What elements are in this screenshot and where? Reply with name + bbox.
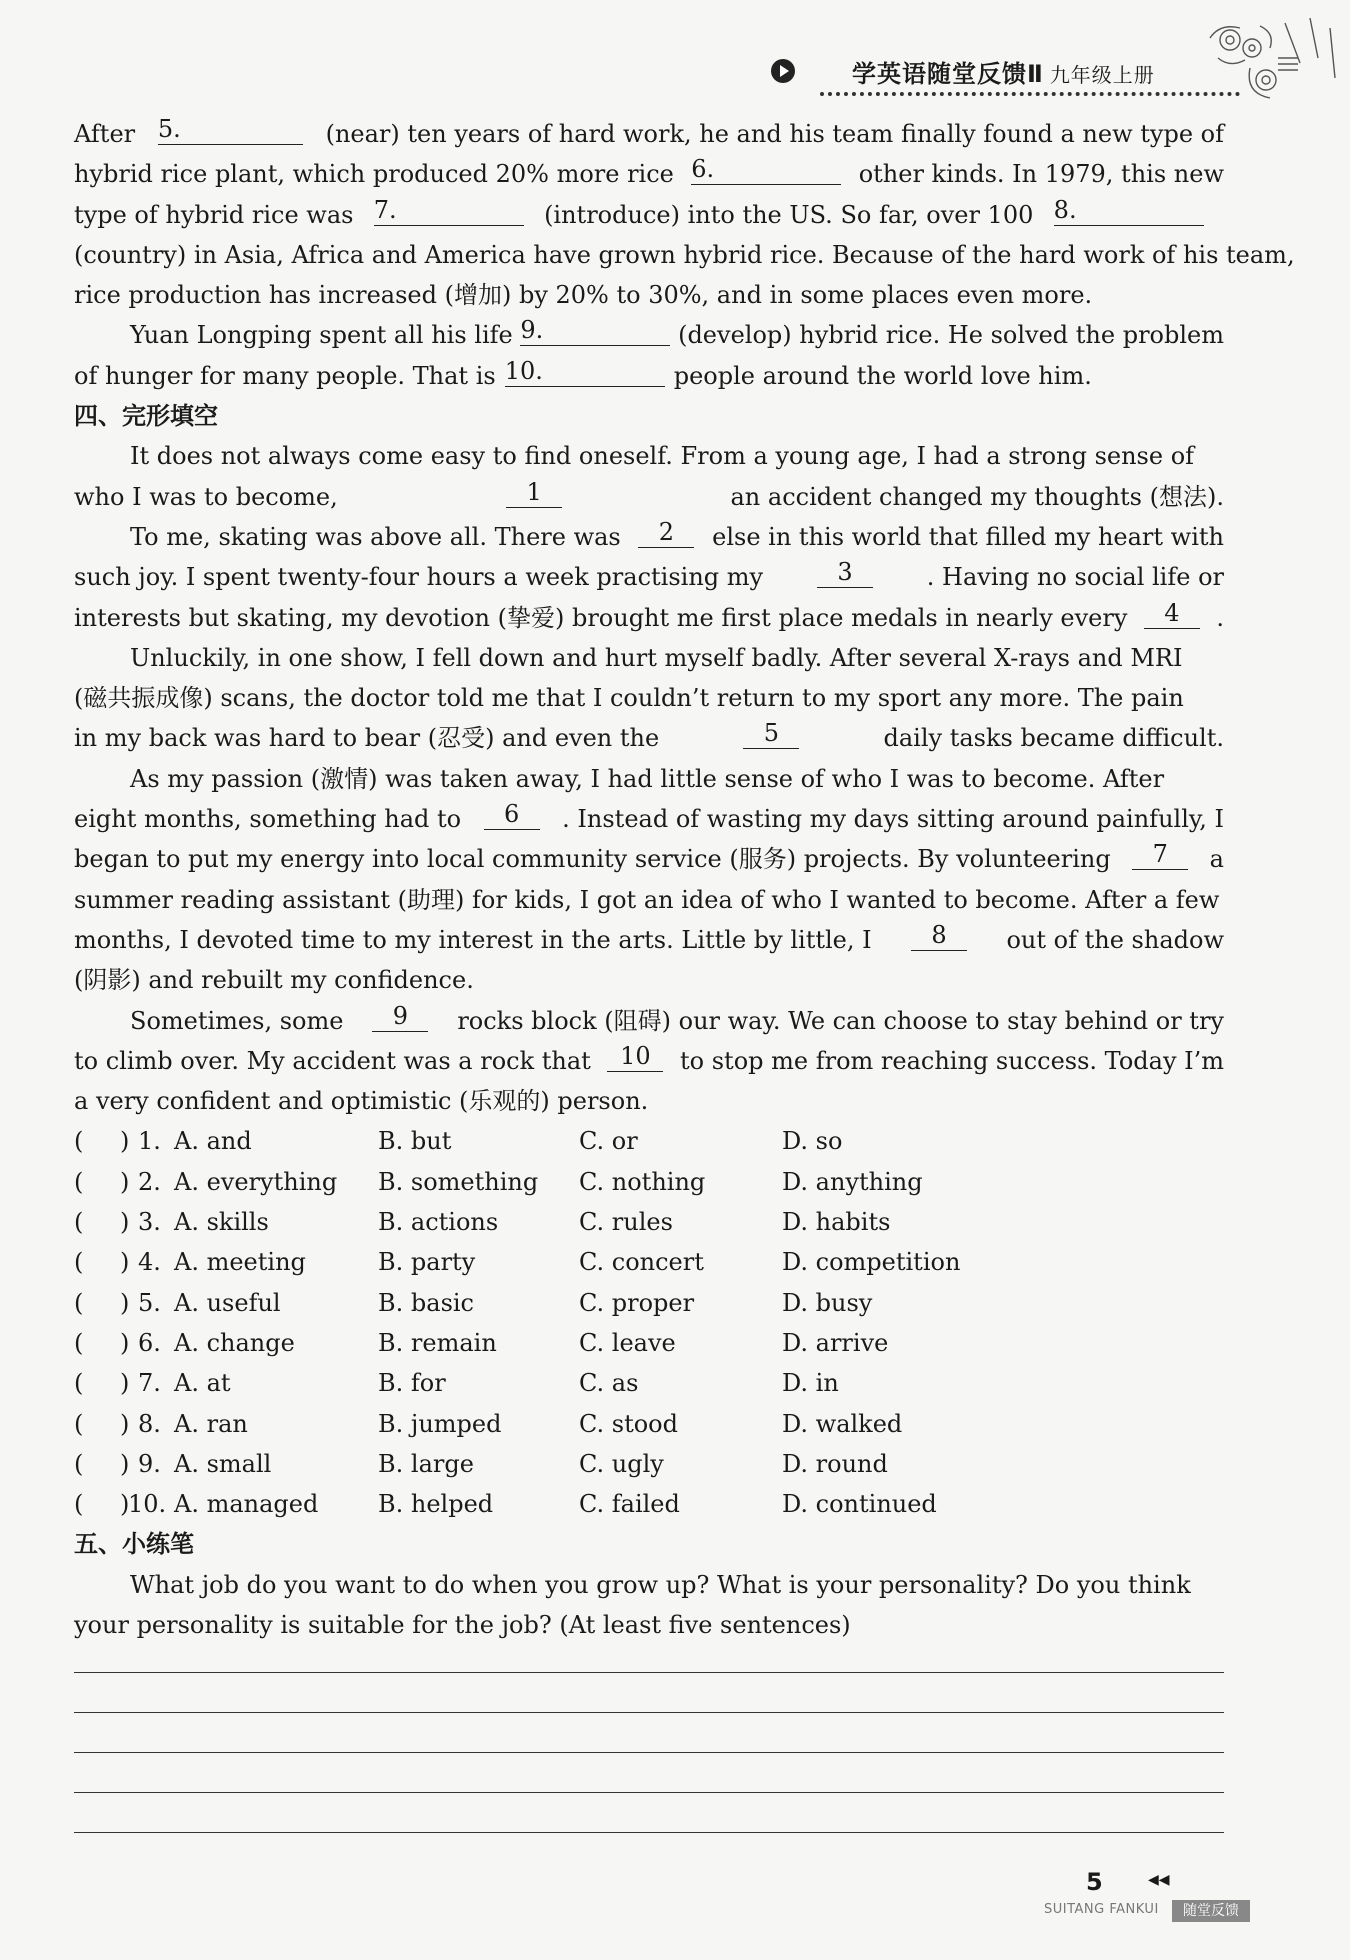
answer-blank[interactable]: 5 — [743, 718, 799, 749]
text-segment: your personality is suitable for the job? (At least five sentences) — [74, 1610, 851, 1639]
text-segment: to climb over. My accident was a rock that — [74, 1046, 591, 1075]
text-segment: (develop) hybrid rice. He solved the problem — [678, 321, 1224, 350]
option-a[interactable]: A. everything — [174, 1167, 338, 1196]
passage-line — [74, 356, 1224, 396]
question-row — [74, 1162, 1224, 1202]
option-b[interactable]: B. remain — [378, 1328, 497, 1357]
text-segment: began to put my energy into local community service (服务) projects. By volunteering — [74, 845, 1111, 874]
answer-blank[interactable]: 9. — [520, 315, 670, 346]
series-name-cn: 随堂反馈 — [1172, 1900, 1250, 1922]
answer-blank[interactable]: 6 — [484, 799, 540, 830]
answer-bracket: ) — [120, 1167, 130, 1196]
text-segment: people around the world love him. — [673, 361, 1092, 390]
page-content — [74, 114, 1295, 1645]
cloze-line — [74, 839, 1224, 879]
answer-blank[interactable]: 3 — [817, 557, 873, 588]
answer-bracket: ) — [120, 1490, 130, 1519]
answer-blank[interactable]: 10 — [607, 1041, 663, 1072]
answer-bracket[interactable]: ( — [74, 1127, 84, 1156]
option-a[interactable]: A. skills — [174, 1208, 269, 1237]
option-b[interactable]: B. for — [378, 1369, 446, 1398]
answer-blank[interactable]: 6. — [691, 154, 841, 185]
cloze-line — [74, 799, 1224, 839]
answer-blank[interactable]: 5. — [158, 114, 303, 145]
answer-bracket[interactable]: ( — [74, 1288, 84, 1317]
writing-prompt-line — [74, 1605, 1224, 1645]
option-d[interactable]: D. habits — [782, 1208, 891, 1237]
answer-bracket: ) — [120, 1369, 130, 1398]
answer-bracket[interactable]: ( — [74, 1490, 84, 1519]
cloze-line — [74, 678, 1224, 718]
option-b[interactable]: B. but — [378, 1127, 452, 1156]
option-c[interactable]: C. as — [579, 1369, 639, 1398]
text-segment: such joy. I spent twenty-four hours a week practising my — [74, 563, 764, 592]
question-number: 8. — [138, 1409, 161, 1438]
writing-area[interactable] — [74, 1672, 1224, 1872]
option-c[interactable]: C. leave — [579, 1328, 676, 1357]
text-segment: other kinds. In 1979, this new — [858, 160, 1224, 189]
text-segment: summer reading assistant (助理) for kids, I got an idea of who I wanted to become. After a few — [74, 885, 1220, 914]
option-c[interactable]: C. or — [579, 1127, 638, 1156]
text-segment: daily tasks became difficult. — [883, 724, 1224, 753]
text-segment: else in this world that filled my heart with — [712, 522, 1224, 551]
option-b[interactable]: B. actions — [378, 1208, 499, 1237]
option-d[interactable]: D. round — [782, 1449, 888, 1478]
writing-line[interactable] — [74, 1792, 1224, 1793]
cloze-line — [74, 477, 1224, 517]
cloze-line — [74, 718, 1224, 758]
text-segment: to stop me from reaching success. Today I’m — [680, 1046, 1224, 1075]
footer-arrows-icon: ◀◀ — [1148, 1872, 1170, 1888]
option-a[interactable]: A. and — [174, 1127, 252, 1156]
option-b[interactable]: B. something — [378, 1167, 539, 1196]
answer-blank[interactable]: 8. — [1054, 195, 1204, 226]
text-segment: in my back was hard to bear (忍受) and even the — [74, 724, 660, 753]
option-d[interactable]: D. walked — [782, 1409, 903, 1438]
answer-blank[interactable]: 7. — [374, 195, 524, 226]
text-segment: (country) in Asia, Africa and America have grown hybrid rice. Because of the hard work of his team, — [74, 240, 1295, 269]
answer-blank[interactable]: 7 — [1132, 839, 1188, 870]
writing-line[interactable] — [74, 1752, 1224, 1753]
text-segment: . — [1216, 603, 1224, 632]
option-b[interactable]: B. jumped — [378, 1409, 502, 1438]
passage-line — [74, 315, 1224, 355]
answer-blank[interactable]: 2 — [638, 517, 694, 548]
text-segment: a very confident and optimistic (乐观的) person. — [74, 1087, 649, 1116]
text-segment: months, I devoted time to my interest in the arts. Little by little, I — [74, 925, 872, 954]
question-row — [74, 1363, 1224, 1403]
option-d[interactable]: D. so — [782, 1127, 843, 1156]
answer-bracket[interactable]: ( — [74, 1248, 84, 1277]
option-a[interactable]: A. useful — [174, 1288, 281, 1317]
question-row — [74, 1202, 1224, 1242]
answer-bracket: ) — [120, 1449, 130, 1478]
section-heading-cloze: 四、完形填空 — [74, 402, 218, 431]
cloze-line — [74, 557, 1224, 597]
text-segment: (阴影) and rebuilt my confidence. — [74, 966, 474, 995]
answer-blank[interactable]: 8 — [911, 920, 967, 951]
text-segment: (near) ten years of hard work, he and his team finally found a new type of — [325, 120, 1224, 148]
text-segment: a — [1209, 845, 1224, 874]
option-b[interactable]: B. party — [378, 1248, 476, 1277]
answer-bracket[interactable]: ( — [74, 1208, 84, 1237]
text-segment: Yuan Longping spent all his life — [130, 321, 513, 350]
passage-line — [74, 195, 1224, 235]
option-c[interactable]: C. proper — [579, 1288, 695, 1317]
cloze-line — [74, 1081, 1224, 1121]
answer-blank[interactable]: 9 — [372, 1001, 428, 1032]
answer-bracket[interactable]: ( — [74, 1409, 84, 1438]
answer-bracket[interactable]: ( — [74, 1449, 84, 1478]
answer-bracket: ) — [120, 1127, 130, 1156]
answer-bracket: ) — [120, 1208, 130, 1237]
option-a[interactable]: A. ran — [174, 1409, 248, 1438]
answer-blank[interactable]: 10. — [505, 356, 665, 387]
book-grade: 九年级上册 — [1049, 63, 1155, 87]
question-number: 6. — [138, 1328, 161, 1357]
text-segment: It does not always come easy to find oneself. From a young age, I had a strong sense of — [130, 442, 1195, 471]
option-d[interactable]: D. in — [782, 1369, 839, 1398]
option-c[interactable]: C. stood — [579, 1409, 678, 1438]
text-segment: hybrid rice plant, which produced 20% more rice — [74, 160, 674, 189]
text-segment: eight months, something had to — [74, 805, 462, 834]
answer-bracket: ) — [120, 1248, 130, 1277]
question-row — [74, 1283, 1224, 1323]
section-heading-writing: 五、小练笔 — [74, 1530, 194, 1559]
text-segment: who I was to become, — [74, 482, 338, 511]
series-footer — [1044, 1900, 1250, 1922]
option-a[interactable]: A. meeting — [174, 1248, 306, 1277]
passage-line — [74, 235, 1295, 275]
passage-line — [74, 114, 1224, 154]
option-a[interactable]: A. change — [174, 1328, 295, 1357]
option-a[interactable]: A. small — [174, 1449, 272, 1478]
passage-line — [74, 154, 1224, 194]
option-b[interactable]: B. helped — [378, 1490, 494, 1519]
answer-bracket: ) — [120, 1328, 130, 1357]
option-d[interactable]: D. arrive — [782, 1328, 889, 1357]
question-row — [74, 1484, 1224, 1524]
question-row — [74, 1323, 1224, 1363]
cloze-line — [74, 1001, 1224, 1041]
question-number: 7. — [138, 1369, 161, 1398]
writing-line[interactable] — [74, 1672, 1224, 1673]
option-c[interactable]: C. ugly — [579, 1449, 664, 1478]
text-segment: What job do you want to do when you grow up? What is your personality? Do you think — [130, 1570, 1191, 1599]
writing-prompt-line — [74, 1565, 1224, 1605]
question-number: 9. — [138, 1449, 161, 1478]
question-row — [74, 1444, 1224, 1484]
book-title-text: 学英语随堂反馈Ⅱ — [852, 60, 1044, 88]
text-segment: rocks block (阻碍) our way. We can choose to stay behind or try — [457, 1006, 1224, 1035]
option-a[interactable]: A. at — [174, 1369, 231, 1398]
writing-line[interactable] — [74, 1712, 1224, 1713]
answer-blank[interactable]: 1 — [506, 477, 562, 508]
option-b[interactable]: B. basic — [378, 1288, 474, 1317]
passage-line — [74, 275, 1224, 315]
series-name-en: SUITANG FANKUI — [1044, 1902, 1159, 1917]
text-segment: (introduce) into the US. So far, over 100 — [544, 200, 1034, 229]
answer-blank[interactable]: 4 — [1144, 598, 1200, 629]
cloze-line — [74, 1041, 1224, 1081]
text-segment: type of hybrid rice was — [74, 200, 354, 229]
text-segment: As my passion (激情) was taken away, I had little sense of who I was to become. After — [130, 764, 1165, 793]
option-d[interactable]: D. competition — [782, 1248, 961, 1277]
text-segment: Unluckily, in one show, I fell down and hurt myself badly. After several X-rays and MRI — [130, 643, 1183, 672]
cloze-line — [74, 759, 1224, 799]
play-circle-icon — [770, 58, 796, 84]
option-c[interactable]: C. nothing — [579, 1167, 706, 1196]
question-number: 3. — [138, 1208, 161, 1237]
question-row — [74, 1121, 1224, 1161]
question-row — [74, 1404, 1224, 1444]
flower-sketch-icon — [1190, 18, 1340, 108]
cloze-line — [74, 920, 1224, 960]
text-segment: (磁共振成像) scans, the doctor told me that I couldn’t return to my sport any more. The pain — [74, 684, 1184, 713]
text-segment: After — [74, 120, 136, 148]
option-b[interactable]: B. large — [378, 1449, 474, 1478]
page-header — [770, 52, 1240, 102]
writing-line[interactable] — [74, 1832, 1224, 1833]
question-number: 2. — [138, 1167, 161, 1196]
answer-bracket: ) — [120, 1288, 130, 1317]
answer-bracket[interactable]: ( — [74, 1328, 84, 1357]
question-number: 10. — [128, 1490, 167, 1519]
option-d[interactable]: D. anything — [782, 1167, 923, 1196]
page-number: 5 — [1086, 1868, 1103, 1896]
cloze-line — [74, 638, 1224, 678]
question-row — [74, 1242, 1224, 1282]
text-segment: Sometimes, some — [130, 1006, 344, 1035]
answer-bracket[interactable]: ( — [74, 1369, 84, 1398]
text-segment: of hunger for many people. That is — [74, 361, 496, 390]
answer-bracket: ) — [120, 1409, 130, 1438]
book-title — [852, 54, 1155, 89]
text-segment: out of the shadow — [1006, 925, 1224, 954]
cloze-line — [74, 880, 1224, 920]
option-d[interactable]: D. continued — [782, 1490, 937, 1519]
text-segment: . Having no social life or — [926, 563, 1224, 592]
text-segment: interests but skating, my devotion (挚爱) brought me first place medals in nearly every — [74, 603, 1128, 632]
question-number: 1. — [138, 1127, 161, 1156]
text-segment: To me, skating was above all. There was — [130, 522, 621, 551]
text-segment: rice production has increased (增加) by 20% to 30%, and in some places even more. — [74, 281, 1093, 310]
header-dotted-rule — [820, 92, 1240, 96]
answer-bracket[interactable]: ( — [74, 1167, 84, 1196]
question-number: 5. — [138, 1288, 161, 1317]
option-c[interactable]: C. rules — [579, 1208, 673, 1237]
text-segment: an accident changed my thoughts (想法). — [730, 482, 1224, 511]
text-segment: . Instead of wasting my days sitting around painfully, I — [562, 805, 1224, 834]
option-c[interactable]: C. failed — [579, 1490, 680, 1519]
question-number: 4. — [138, 1248, 161, 1277]
option-d[interactable]: D. busy — [782, 1288, 873, 1317]
option-a[interactable]: A. managed — [174, 1490, 319, 1519]
cloze-line — [74, 960, 1224, 1000]
cloze-line — [74, 436, 1224, 476]
cloze-line — [74, 598, 1224, 638]
option-c[interactable]: C. concert — [579, 1248, 704, 1277]
cloze-line — [74, 517, 1224, 557]
